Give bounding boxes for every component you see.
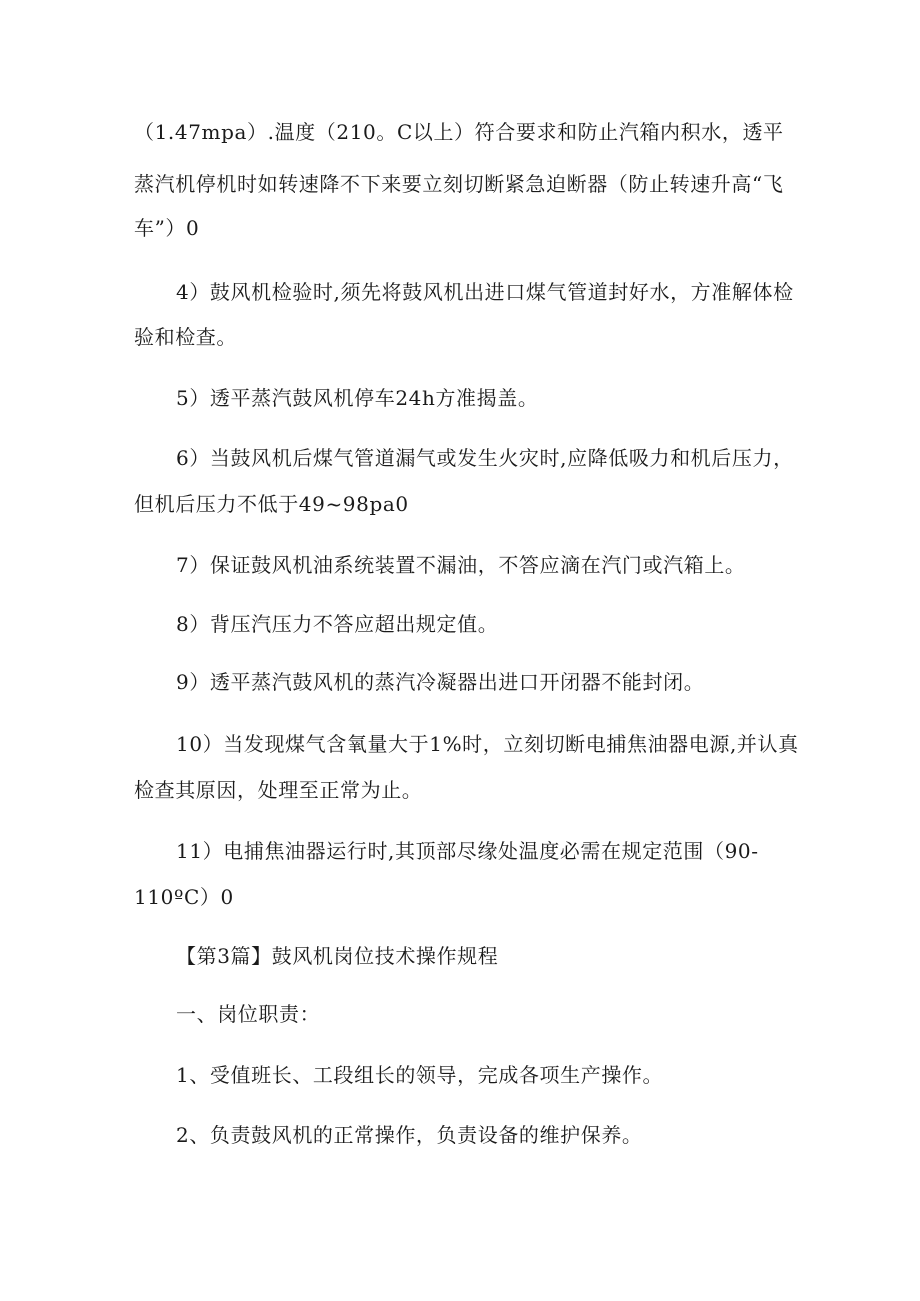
item-4-line-1: 4）鼓风机检验时,须先将鼓风机出进口煤气管道封好水，方准解体检 [176,280,794,304]
item-10-line-1: 10）当发现煤气含氧量大于1%时，立刻切断电捕焦油器电源,并认真 [176,732,799,756]
item-10-line-2: 检查其原因，处理至正常为止。 [134,778,423,802]
item-11-line-2: 110ºC）0 [134,885,234,909]
item-11-line-1: 11）电捕焦油器运行时,其顶部尽缘处温度必需在规定范围（90- [176,839,759,863]
item-6-line-2: 但机后压力不低于49~98pa0 [134,492,409,516]
item-6-line-1: 6）当鼓风机后煤气管道漏气或发生火灾时,应降低吸力和机后压力， [176,446,794,470]
duty-item-2: 2、负责鼓风机的正常操作，负责设备的维护保养。 [176,1123,643,1147]
duty-item-1: 1、受值班长、工段组长的领导，完成各项生产操作。 [176,1063,664,1087]
subsection-heading: 一、岗位职责： [176,1002,321,1026]
item-4-line-2: 验和检查。 [134,325,237,349]
text-line-continuation: 蒸汽机停机时如转速降不下来要立刻切断紧急迫断器（防止转速升高“飞 [134,172,784,196]
item-7: 7）保证鼓风机油系统装置不漏油，不答应滴在汽门或汽箱上。 [176,553,746,577]
item-9: 9）透平蒸汽鼓风机的蒸汽冷凝器出进口开闭器不能封闭。 [176,670,705,694]
text-line-continuation: （1.47mpa）.温度（210。C以上）符合要求和防止汽箱内积水，透平 [134,120,784,144]
item-8: 8）背压汽压力不答应超出规定值。 [176,612,499,636]
item-5: 5）透平蒸汽鼓风机停车24h方准揭盖。 [176,386,539,410]
section-heading: 【第3篇】鼓风机岗位技术操作规程 [176,944,499,968]
text-line-continuation: 车”）0 [134,216,200,240]
